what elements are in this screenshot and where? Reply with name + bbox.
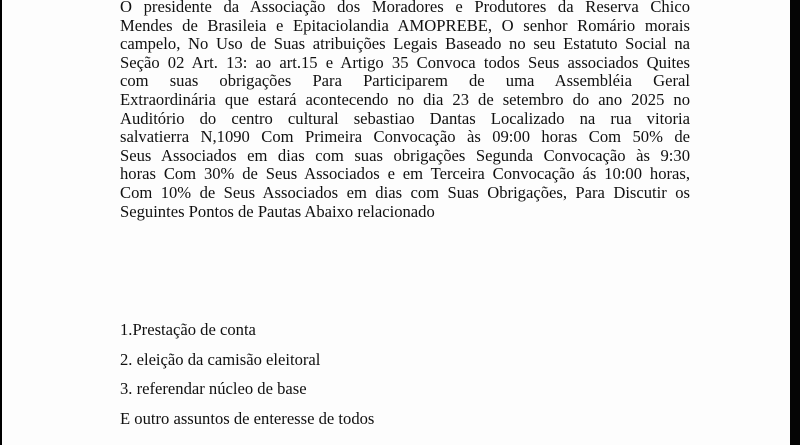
- paragraph-line: campelo, No Uso de Suas atribuições Legais Baseado no seu Estatuto Social na: [120, 34, 690, 54]
- paragraph-line: salvatierra N,1090 Com Primeira Convocação às 09:00 horas Com 50% de: [120, 127, 690, 147]
- convocation-paragraph: [120, 0, 690, 221]
- agenda-item: 2. eleição da camisão eleitoral: [120, 349, 321, 369]
- paragraph-line: Mendes de Brasileia e Epitaciolandia AMOPREBE, O senhor Romário morais: [120, 15, 690, 35]
- paragraph-line: Seus Associados em dias com suas obrigações Segunda Convocação às 9:30: [120, 145, 690, 165]
- paragraph-line: com suas obrigações Para Participarem de uma Assembléia Geral: [120, 71, 690, 91]
- paragraph-line: Extraordinária que estará acontecendo no dia 23 de setembro do ano 2025 no: [120, 89, 690, 109]
- paragraph-line: Seção 02 Art. 13: ao art.15 e Artigo 35 Convoca todos Seus associados Quites: [120, 52, 690, 72]
- scan-edge: [790, 0, 800, 445]
- paragraph-line: Auditório do centro cultural sebastiao Dantas Localizado na rua vitoria: [120, 108, 690, 128]
- agenda-item: 3. referendar núcleo de base: [120, 379, 307, 398]
- paragraph-line: Seguintes Pontos de Pautas Abaixo relacionado: [120, 201, 435, 221]
- document-page: [2, 0, 790, 445]
- agenda-item: E outro assuntos de enteresse de todos: [120, 408, 375, 428]
- paragraph-line: Com 10% de Seus Associados em dias com Suas Obrigações, Para Discutir os: [120, 182, 690, 202]
- agenda-item: 1.Prestação de conta: [120, 320, 256, 339]
- paragraph-line: horas Com 30% de Seus Associados e em Terceira Convocação ás 10:00 horas,: [120, 164, 690, 184]
- agenda-list: [120, 315, 680, 433]
- paragraph-line: O presidente da Associação dos Moradores e Produtores da Reserva Chico: [120, 0, 690, 16]
